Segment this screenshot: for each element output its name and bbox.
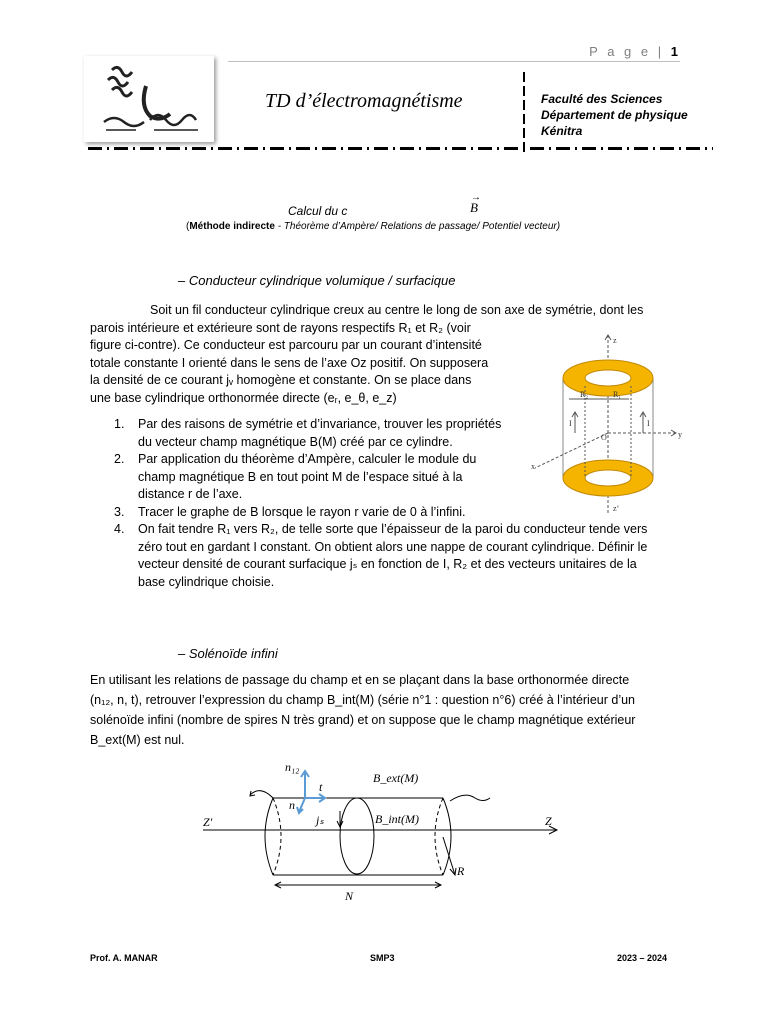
fig2-r: R — [457, 864, 465, 878]
fig2-n-count: N — [345, 889, 354, 903]
list-item: 4. On fait tendre R₁ vers R₂, de telle sorte que l’épaisseur de la paroi du conducteur tende vers zéro tout en gardant I constant. On obtient alors une nappe de courant cylindrique. Définir le vecteur densité de courant surfacique jₛ en fonction de I, R₂ et des vecteurs unitaires de la base cylindrique choisie. — [114, 522, 648, 589]
solenoid-figure — [195, 755, 575, 910]
header-dashed-rule — [88, 147, 713, 150]
section2-text: En utilisant les relations de passage du champ et en se plaçant dans la base orthonormée directe (n₁₂, n, t), retrouver l’expression du champ B_int(M) (série n°1 : question n°6) créé à l’intérieur d’un solénoïde infini (nombre de spires N très grand) et on suppose que le champ magnétique extérieur B_ext(M) est nul. — [90, 673, 636, 747]
fig2-bext: B_ext(M) — [373, 771, 419, 785]
fig1-zprime: z’ — [613, 504, 620, 513]
fig1-x: x — [531, 462, 535, 471]
list-item: 1. Par des raisons de symétrie et d’invariance, trouver les propriétés du vecteur champ magnétique B(M) créé par ce cylindre. — [114, 417, 502, 449]
fig1-current-right: I — [647, 419, 650, 428]
footer-year: 2023 – 2024 — [617, 953, 668, 963]
footer-author: Prof. A. MANAR — [90, 953, 158, 963]
fig2-z: Z — [545, 814, 552, 828]
section-title-cylinder: – Conducteur cylindrique volumique / surfacique — [178, 273, 456, 288]
list-item: 3. Tracer le graphe de B lorsque le rayon r varie de 0 à l’infini. — [114, 504, 466, 519]
fig2-t: t — [319, 780, 323, 794]
fig2-zprime: Z′ — [203, 815, 213, 829]
faculty-block: Faculté des Sciences Département de physique Kénitra — [541, 92, 688, 138]
university-logo — [84, 56, 214, 142]
header-rule — [228, 61, 680, 62]
fig2-n12: n₁₂ — [285, 760, 300, 774]
fig1-y: y — [678, 430, 682, 439]
fig2-bint: B_int(M) — [375, 812, 419, 826]
fig2-n: n — [289, 798, 295, 812]
fig1-origin: O — [601, 433, 607, 442]
fig1-current-left: I — [569, 419, 572, 428]
fig1-r1: R₁ — [613, 390, 622, 399]
heading-calc: Calcul du c — [288, 204, 348, 218]
section-title-solenoid: – Solénoïde infini — [178, 646, 278, 661]
header-vertical-divider — [523, 72, 525, 152]
footer-course: SMP3 — [370, 953, 395, 963]
heading-b-vector: → B — [470, 192, 481, 215]
fig2-js: jₛ — [316, 813, 324, 827]
page-number-label: P a g e | 1 — [589, 44, 678, 59]
heading-method: (Méthode indirecte - Théorème d’Ampère/ Relations de passage/ Potentiel vecteur) — [186, 221, 561, 232]
fig1-z: z — [613, 336, 617, 345]
list-item: 2. Par application du théorème d’Ampère, calculer le module du champ magnétique B en tout point M de l’espace situé à la distance r de l’axe. — [114, 452, 477, 501]
section1-intro: Soit un fil conducteur cylindrique creux au centre le long de son axe de symétrie, dont les parois intérieure et extérieure sont de rayons respectifs R₁ et R₂ (voir figure ci-contre). Ce conducteur est parcouru par un courant d’intensité totale constante I orienté dans le sens de l’axe Oz positif. On supposera la densité de ce courant jᵥ homogène et constante. On se place dans une base cylindrique orthonormée directe (eᵣ, e_θ, e_z) — [90, 303, 644, 405]
fig1-r2: R₂ — [580, 390, 589, 399]
document-title: TD d’électromagnétisme — [265, 90, 463, 112]
hollow-cylinder-figure — [525, 333, 690, 515]
